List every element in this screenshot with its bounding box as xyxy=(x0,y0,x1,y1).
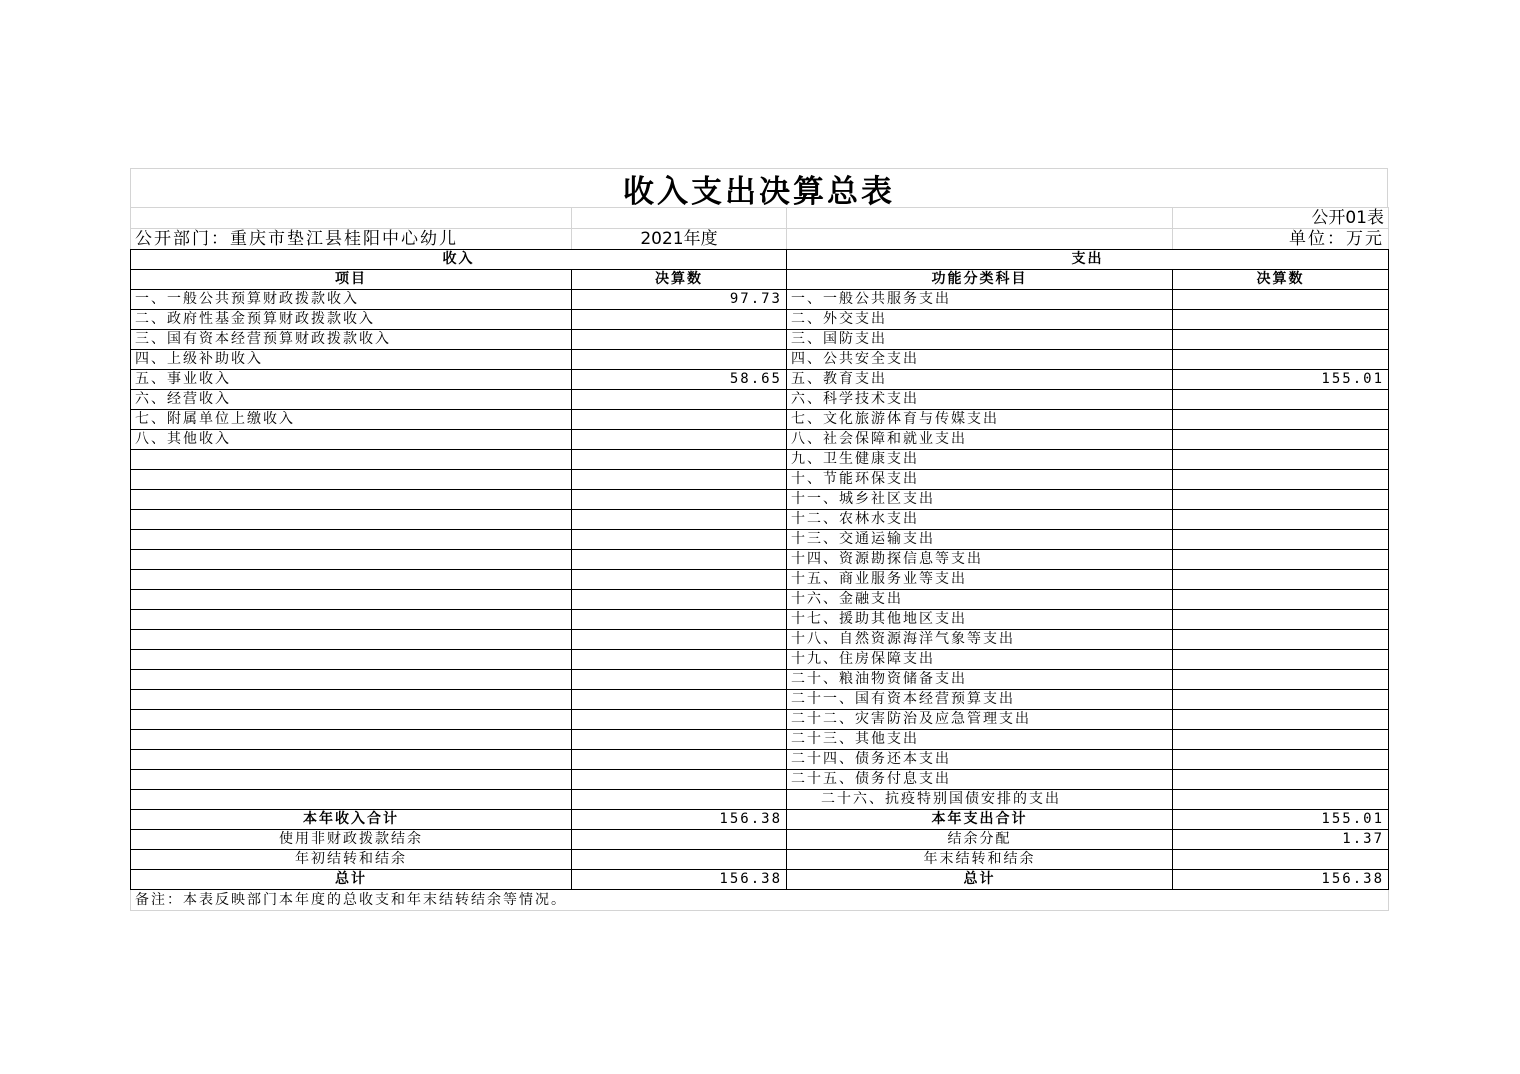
income-item-label: 二、政府性基金预算财政拨款收入 xyxy=(131,310,572,330)
table-row xyxy=(131,630,1389,650)
income-item-label xyxy=(131,730,572,750)
income-item-value xyxy=(572,650,787,670)
expense-item-value xyxy=(1173,430,1389,450)
table-row xyxy=(131,790,1389,810)
surplus-dist-label: 结余分配 xyxy=(787,830,1173,850)
meta-row-department xyxy=(131,229,1389,250)
form-code: 公开01表 xyxy=(1173,208,1389,229)
expense-item-label: 十五、商业服务业等支出 xyxy=(787,570,1173,590)
expense-total-label: 本年支出合计 xyxy=(787,810,1173,830)
grand-total-row xyxy=(131,870,1389,890)
income-item-value xyxy=(572,630,787,650)
item-column-header: 项目 xyxy=(131,270,572,290)
grand-income-label: 总计 xyxy=(131,870,572,890)
table-row xyxy=(131,770,1389,790)
expense-item-value xyxy=(1173,510,1389,530)
non-fiscal-label: 使用非财政拨款结余 xyxy=(131,830,572,850)
table-row xyxy=(131,370,1389,390)
expense-item-value xyxy=(1173,710,1389,730)
table-row xyxy=(131,450,1389,470)
income-item-value xyxy=(572,310,787,330)
income-total-label: 本年收入合计 xyxy=(131,810,572,830)
expense-item-label: 五、教育支出 xyxy=(787,370,1173,390)
income-item-value: 97.73 xyxy=(572,290,787,310)
expense-item-value xyxy=(1173,770,1389,790)
expense-item-label: 十二、农林水支出 xyxy=(787,510,1173,530)
expense-item-label: 十、节能环保支出 xyxy=(787,470,1173,490)
column-header-row xyxy=(131,270,1389,290)
income-item-label xyxy=(131,610,572,630)
income-item-value: 58.65 xyxy=(572,370,787,390)
table-row xyxy=(131,550,1389,570)
report-note: 备注：本表反映部门本年度的总收支和年末结转结余等情况。 xyxy=(131,890,1389,911)
expense-item-value xyxy=(1173,490,1389,510)
surplus-dist-value: 1.37 xyxy=(1173,830,1389,850)
non-fiscal-value xyxy=(572,830,787,850)
table-row xyxy=(131,530,1389,550)
meta-empty-cell xyxy=(787,229,1173,250)
income-item-value xyxy=(572,710,787,730)
table-row xyxy=(131,610,1389,630)
table-row xyxy=(131,590,1389,610)
expense-item-value xyxy=(1173,690,1389,710)
meta-empty-cell xyxy=(131,208,572,229)
income-item-value xyxy=(572,530,787,550)
begin-balance-value xyxy=(572,850,787,870)
table-row xyxy=(131,510,1389,530)
income-item-value xyxy=(572,330,787,350)
income-item-value xyxy=(572,390,787,410)
table-row xyxy=(131,650,1389,670)
expense-item-label: 二十二、灾害防治及应急管理支出 xyxy=(787,710,1173,730)
expense-item-label: 十六、金融支出 xyxy=(787,590,1173,610)
table-row xyxy=(131,690,1389,710)
expense-item-label: 七、文化旅游体育与传媒支出 xyxy=(787,410,1173,430)
income-item-label xyxy=(131,510,572,530)
income-item-value xyxy=(572,610,787,630)
expense-item-label: 一、一般公共服务支出 xyxy=(787,290,1173,310)
income-item-value xyxy=(572,450,787,470)
table-row xyxy=(131,390,1389,410)
expense-item-value xyxy=(1173,310,1389,330)
meta-row-form-code xyxy=(131,208,1389,229)
income-section-header: 收入 xyxy=(131,250,787,270)
balance-row xyxy=(131,850,1389,870)
expense-item-value xyxy=(1173,750,1389,770)
table-row xyxy=(131,310,1389,330)
amount-column-header: 决算数 xyxy=(572,270,787,290)
table-row xyxy=(131,470,1389,490)
income-item-label xyxy=(131,630,572,650)
expense-item-value xyxy=(1173,590,1389,610)
expense-item-value xyxy=(1173,570,1389,590)
income-item-label xyxy=(131,750,572,770)
table-row xyxy=(131,350,1389,370)
income-item-value xyxy=(572,670,787,690)
expense-item-label: 十一、城乡社区支出 xyxy=(787,490,1173,510)
grand-expense-value: 156.38 xyxy=(1173,870,1389,890)
expense-item-value xyxy=(1173,390,1389,410)
expense-item-value xyxy=(1173,410,1389,430)
expense-item-label: 二、外交支出 xyxy=(787,310,1173,330)
table-row xyxy=(131,330,1389,350)
table-row xyxy=(131,730,1389,750)
expense-item-value xyxy=(1173,730,1389,750)
income-item-value xyxy=(572,770,787,790)
income-item-value xyxy=(572,410,787,430)
expense-item-value xyxy=(1173,650,1389,670)
income-item-label: 八、其他收入 xyxy=(131,430,572,450)
expense-item-value xyxy=(1173,670,1389,690)
income-item-value xyxy=(572,510,787,530)
expense-item-label: 六、科学技术支出 xyxy=(787,390,1173,410)
expense-item-label: 十九、住房保障支出 xyxy=(787,650,1173,670)
expense-item-label: 四、公共安全支出 xyxy=(787,350,1173,370)
income-item-label xyxy=(131,670,572,690)
income-item-label xyxy=(131,450,572,470)
table-row xyxy=(131,490,1389,510)
non-fiscal-row xyxy=(131,830,1389,850)
income-item-label xyxy=(131,650,572,670)
table-row xyxy=(131,710,1389,730)
income-item-label xyxy=(131,710,572,730)
expense-item-value xyxy=(1173,530,1389,550)
income-item-value xyxy=(572,750,787,770)
expense-item-value xyxy=(1173,350,1389,370)
income-item-value xyxy=(572,350,787,370)
end-balance-label: 年末结转和结余 xyxy=(787,850,1173,870)
income-item-value xyxy=(572,570,787,590)
income-item-value xyxy=(572,470,787,490)
expense-item-label: 二十五、债务付息支出 xyxy=(787,770,1173,790)
expense-item-label: 二十一、国有资本经营预算支出 xyxy=(787,690,1173,710)
table-row xyxy=(131,290,1389,310)
income-item-label xyxy=(131,570,572,590)
expense-item-value xyxy=(1173,470,1389,490)
expense-item-label: 十四、资源勘探信息等支出 xyxy=(787,550,1173,570)
income-item-label xyxy=(131,530,572,550)
expense-item-value xyxy=(1173,450,1389,470)
table-row xyxy=(131,750,1389,770)
expense-item-label: 二十六、抗疫特别国债安排的支出 xyxy=(787,790,1173,810)
annual-total-row xyxy=(131,810,1389,830)
income-item-value xyxy=(572,690,787,710)
income-item-label: 七、附属单位上缴收入 xyxy=(131,410,572,430)
expense-item-value xyxy=(1173,790,1389,810)
table-row xyxy=(131,570,1389,590)
table-row xyxy=(131,410,1389,430)
income-item-label xyxy=(131,490,572,510)
income-item-value xyxy=(572,790,787,810)
expense-item-label: 二十、粮油物资储备支出 xyxy=(787,670,1173,690)
expense-item-value xyxy=(1173,290,1389,310)
end-balance-value xyxy=(1173,850,1389,870)
unit-label: 单位：万元 xyxy=(1173,229,1389,250)
income-item-label: 三、国有资本经营预算财政拨款收入 xyxy=(131,330,572,350)
meta-empty-cell xyxy=(572,208,787,229)
expense-item-label: 二十三、其他支出 xyxy=(787,730,1173,750)
income-item-label xyxy=(131,590,572,610)
expense-item-label: 八、社会保障和就业支出 xyxy=(787,430,1173,450)
begin-balance-label: 年初结转和结余 xyxy=(131,850,572,870)
income-item-label xyxy=(131,550,572,570)
income-item-label xyxy=(131,470,572,490)
expense-section-header: 支出 xyxy=(787,250,1389,270)
report-sheet xyxy=(130,168,1388,911)
report-title: 收入支出决算总表 xyxy=(130,168,1388,207)
expense-item-label: 九、卫生健康支出 xyxy=(787,450,1173,470)
income-item-value xyxy=(572,550,787,570)
income-item-value xyxy=(572,590,787,610)
income-item-label: 四、上级补助收入 xyxy=(131,350,572,370)
expense-item-label: 三、国防支出 xyxy=(787,330,1173,350)
income-item-value xyxy=(572,490,787,510)
expense-item-value xyxy=(1173,330,1389,350)
expense-item-value xyxy=(1173,550,1389,570)
section-header-row xyxy=(131,250,1389,270)
income-total-value: 156.38 xyxy=(572,810,787,830)
income-item-value xyxy=(572,430,787,450)
income-item-label: 五、事业收入 xyxy=(131,370,572,390)
amount2-column-header: 决算数 xyxy=(1173,270,1389,290)
income-item-label xyxy=(131,690,572,710)
income-item-label xyxy=(131,790,572,810)
grand-income-value: 156.38 xyxy=(572,870,787,890)
expense-item-label: 二十四、债务还本支出 xyxy=(787,750,1173,770)
department-label: 公开部门：重庆市垫江县桂阳中心幼儿 xyxy=(131,229,572,250)
table-row xyxy=(131,430,1389,450)
expense-item-label: 十三、交通运输支出 xyxy=(787,530,1173,550)
expense-total-value: 155.01 xyxy=(1173,810,1389,830)
meta-empty-cell xyxy=(787,208,1173,229)
income-item-label: 一、一般公共预算财政拨款收入 xyxy=(131,290,572,310)
note-row xyxy=(131,890,1389,911)
expense-item-value: 155.01 xyxy=(1173,370,1389,390)
report-year: 2021年度 xyxy=(572,229,787,250)
func-item-column-header: 功能分类科目 xyxy=(787,270,1173,290)
table-row xyxy=(131,670,1389,690)
income-item-label: 六、经营收入 xyxy=(131,390,572,410)
expense-item-label: 十八、自然资源海洋气象等支出 xyxy=(787,630,1173,650)
income-item-value xyxy=(572,730,787,750)
expense-item-value xyxy=(1173,630,1389,650)
report-table xyxy=(130,207,1389,911)
expense-item-label: 十七、援助其他地区支出 xyxy=(787,610,1173,630)
expense-item-value xyxy=(1173,610,1389,630)
income-item-label xyxy=(131,770,572,790)
grand-expense-label: 总计 xyxy=(787,870,1173,890)
